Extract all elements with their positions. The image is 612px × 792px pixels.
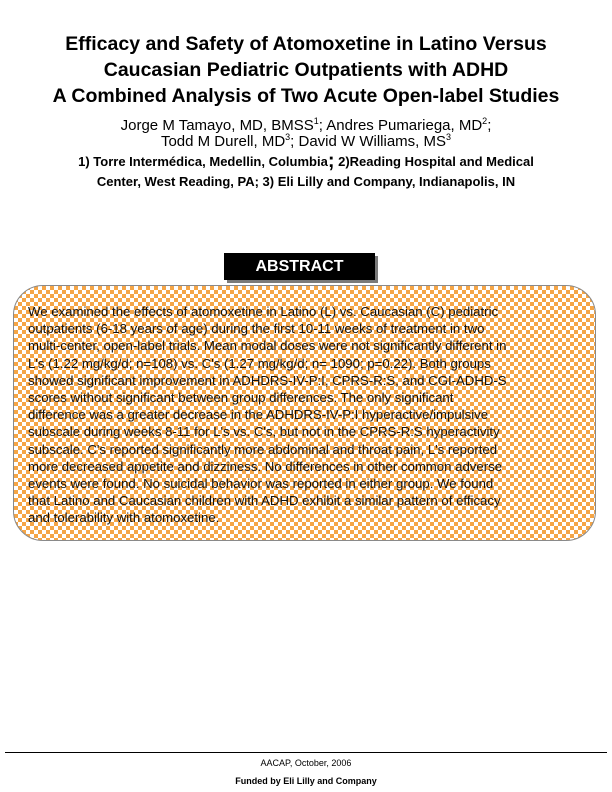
author-line-1 [0, 118, 612, 134]
author-4-name: ; David W Williams, MS [290, 133, 447, 150]
author-3-name: Todd M Durell, MD [160, 133, 286, 150]
author-1-name: Jorge M Tamayo, MD, BMSS [120, 117, 314, 134]
abstract-line: difference was a greater decrease in the ADHDRS-IV-P:I hyperactive/impulsive [28, 407, 489, 423]
abstract-line: more decreased appetite and dizziness. No differences in other common adverse [28, 458, 503, 474]
abstract-line: events were found. No suicidal behavior was reported in either group. We found [28, 476, 494, 492]
author-4-affiliation: 3 [446, 132, 452, 142]
title-line-2: Caucasian Pediatric Outpatients with ADHD [103, 59, 509, 81]
abstract-line: We examined the effects of atomoxetine in Latino (L) vs. Caucasian (C) pediatric [28, 304, 499, 319]
author-line-1-end: ; [487, 117, 492, 134]
author-3-affiliation: 3 [285, 132, 291, 142]
affiliation-1: 1) Torre Intermédica, Medellin, Columbia [78, 154, 328, 169]
author-list [0, 118, 612, 150]
author-2-name: ; Andres Pumariega, MD [318, 117, 483, 134]
author-2-affiliation: 2 [482, 116, 488, 126]
funding-footer: Funded by Eli Lilly and Company [235, 776, 377, 786]
abstract-line: multi-center, open-label trials. Mean modal doses were not significantly different in [28, 338, 507, 354]
title-line-3: A Combined Analysis of Two Acute Open-label Studies [52, 85, 560, 107]
author-line-2 [0, 134, 612, 150]
abstract-line: showed significant improvement in ADHDRS-IV-P:I, CPRS-R:S, and CGI-ADHD-S [28, 372, 507, 388]
affiliations [0, 152, 612, 192]
affiliation-line-2: Center, West Reading, PA; 3) Eli Lilly and Company, Indianapolis, IN [96, 174, 516, 189]
title-line-1: Efficacy and Safety of Atomoxetine in Latino Versus [65, 33, 547, 55]
abstract-line: subscale during weeks 8-11 for L's vs. C's, but not in the CPRS-R:S hyperactivity [28, 424, 500, 440]
meeting-footer: AACAP, October, 2006 [260, 758, 352, 768]
abstract-line: outpatients (6-18 years of age) during the first 10-11 weeks of treatment in two [28, 321, 485, 337]
abstract-line: subscale. C's reported significantly more abdominal and throat pain, L's reported [28, 441, 498, 457]
affiliation-2: 2)Reading Hospital and Medical [334, 154, 534, 169]
footer-divider [5, 752, 607, 753]
author-1-affiliation: 1 [313, 116, 319, 126]
abstract-line: that Latino and Caucasian children with ADHD exhibit a similar pattern of efficacy [28, 493, 501, 509]
abstract-line: and tolerability with atomoxetine. [28, 510, 220, 526]
abstract-heading: ABSTRACT [224, 253, 375, 280]
poster-title [0, 31, 612, 109]
affiliation-line-1 [0, 152, 612, 172]
abstract-line: scores without significant between group differences. The only significant [28, 390, 454, 406]
abstract-body [28, 303, 578, 527]
abstract-line: L's (1.22 mg/kg/d; n=108) vs. C's (1.27 mg/kg/d; n= 1090; p=0.22). Both groups [28, 355, 491, 371]
affiliation-separator: ; [327, 150, 335, 172]
